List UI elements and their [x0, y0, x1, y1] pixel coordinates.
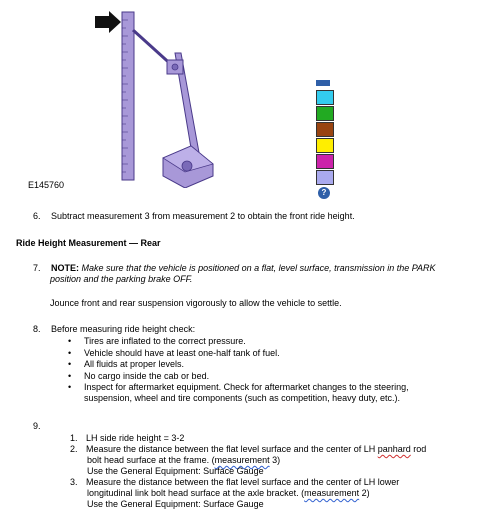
sub-step-3-line-2a: longitudinal link bolt head surface at the axle bracket. (	[87, 488, 305, 498]
sub-step-2-line-2	[87, 455, 280, 465]
swatch-brown	[316, 122, 334, 137]
sub-step-2	[70, 444, 426, 454]
ruler	[122, 12, 134, 180]
color-legend	[316, 80, 334, 199]
swatch-yellow	[316, 138, 334, 153]
sub-step-3-measurement: measurement	[304, 488, 360, 498]
sub-step-1	[70, 433, 184, 443]
step-8	[33, 324, 195, 334]
sub-step-1-number: 1.	[70, 433, 78, 443]
pointer-arrow-icon	[95, 11, 121, 33]
sub-step-2-line-2a: bolt head surface at the frame. (	[87, 455, 215, 465]
step-8-number: 8.	[33, 324, 41, 334]
note-label: NOTE:	[51, 263, 80, 273]
swatch-cyan	[316, 90, 334, 105]
sub-step-1-text: LH side ride height = 3-2	[86, 433, 185, 443]
check-list	[68, 336, 488, 394]
list-item: • Vehicle should have at least one-half tank of fuel.	[68, 348, 488, 360]
list-item: • Inspect for aftermarket equipment. Check for aftermarket changes to the steering,	[68, 382, 488, 394]
list-item-continuation: suspension, wheel and tire components (such as competition, heavy duty, etc.).	[84, 393, 401, 403]
figure-id: E145760	[28, 180, 65, 190]
swatch-lavender	[316, 170, 334, 185]
step-6-text: Subtract measurement 3 from measurement 2 to obtain the front ride height.	[51, 211, 355, 221]
sub-step-3-line-2	[87, 488, 370, 498]
sub-step-2-measurement: measurement	[214, 455, 270, 465]
step-8-text: Before measuring ride height check:	[51, 324, 196, 334]
step-7	[33, 263, 436, 273]
ride-height-gauge-illustration	[95, 8, 225, 188]
note-line-1: Make sure that the vehicle is positioned on a flat, level surface, transmission in the PARK	[81, 263, 436, 273]
step-6	[33, 211, 355, 221]
sub-step-2-line-1a: Measure the distance between the flat level surface and the center of LH	[86, 444, 378, 454]
sub-step-2-number: 2.	[70, 444, 78, 454]
sub-step-3-line-3: Use the General Equipment: Surface Gauge	[87, 499, 264, 509]
section-title: Ride Height Measurement — Rear	[16, 238, 161, 248]
note-line-2: position and the parking brake OFF.	[50, 274, 193, 284]
step-6-number: 6.	[33, 211, 41, 221]
list-item: • No cargo inside the cab or bed.	[68, 371, 488, 383]
list-item: • Tires are inflated to the correct pressure.	[68, 336, 488, 348]
sub-step-3	[70, 477, 399, 487]
step-7-number: 7.	[33, 263, 41, 273]
step-9-number: 9.	[33, 421, 41, 431]
help-icon[interactable]: ?	[318, 187, 330, 199]
sub-step-3-line-1: Measure the distance between the flat level surface and the center of LH lower	[86, 477, 400, 487]
sub-step-3-number: 3.	[70, 477, 78, 487]
sub-step-2-panhard: panhard	[377, 444, 411, 454]
jounce-text: Jounce front and rear suspension vigorously to allow the vehicle to settle.	[50, 298, 342, 308]
sub-step-2-line-2c: 3)	[269, 455, 281, 465]
list-item: • All fluids at proper levels.	[68, 359, 488, 371]
sub-step-2-line-1c: rod	[410, 444, 427, 454]
sub-step-2-line-3: Use the General Equipment: Surface Gauge	[87, 466, 264, 476]
sub-step-3-line-2c: 2)	[359, 488, 370, 498]
swatch-magenta	[316, 154, 334, 169]
swatch-green	[316, 106, 334, 121]
legend-header-icon	[316, 80, 330, 86]
